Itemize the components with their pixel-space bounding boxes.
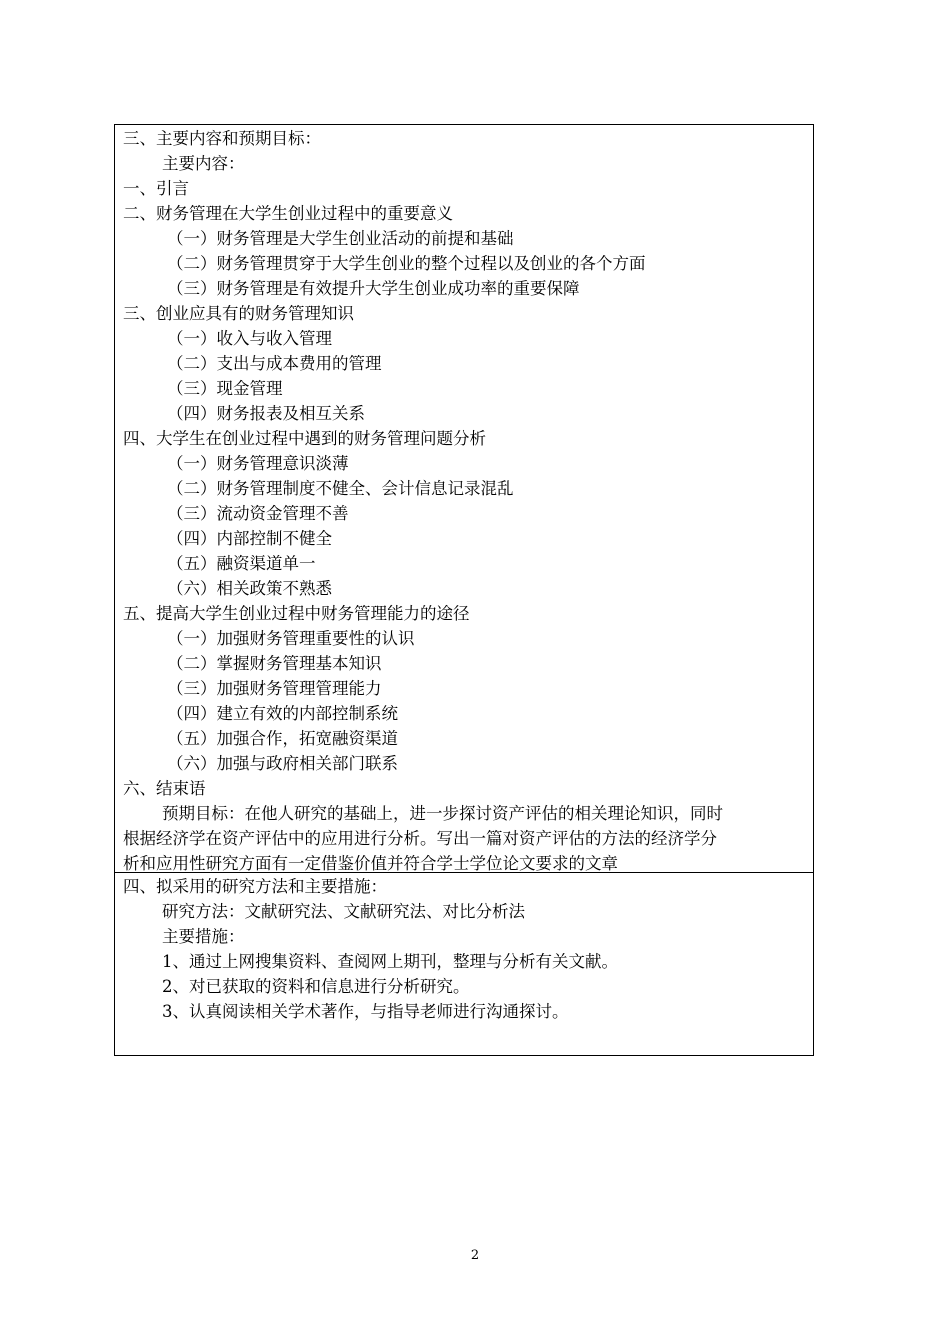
outline-line: 根据经济学在资产评估中的应用进行分析。写出一篇对资产评估的方法的经济学分 — [123, 829, 717, 848]
main-content-cell — [114, 124, 814, 873]
outline-line: （二）财务管理制度不健全、会计信息记录混乱 — [167, 479, 514, 498]
outline-line: （三）财务管理是有效提升大学生创业成功率的重要保障 — [167, 279, 580, 298]
outline-line: 四、大学生在创业过程中遇到的财务管理问题分析 — [123, 429, 486, 448]
outline-line: 1、通过上网搜集资料、查阅网上期刊，整理与分析有关文献。 — [162, 952, 618, 971]
outline-line: （四）建立有效的内部控制系统 — [167, 704, 398, 723]
outline-line: （三）加强财务管理管理能力 — [167, 679, 382, 698]
outline-line: （四）内部控制不健全 — [167, 529, 332, 548]
outline-line: （五）融资渠道单一 — [167, 554, 316, 573]
outline-line: （一）财务管理意识淡薄 — [167, 454, 349, 473]
outline-line: 六、结束语 — [123, 779, 206, 798]
outline-line: 三、创业应具有的财务管理知识 — [123, 304, 354, 323]
outline-line: 2、对已获取的资料和信息进行分析研究。 — [162, 977, 470, 996]
outline-line: （六）相关政策不熟悉 — [167, 579, 332, 598]
outline-line: （三）现金管理 — [167, 379, 283, 398]
outline-line: （一）加强财务管理重要性的认识 — [167, 629, 415, 648]
outline-line: （四）财务报表及相互关系 — [167, 404, 365, 423]
outline-line: 一、引言 — [123, 179, 189, 198]
outline-line: 主要措施： — [162, 927, 245, 946]
page-number: 2 — [470, 1248, 480, 1263]
section3-heading: 三、主要内容和预期目标： — [123, 129, 321, 148]
outline-line: （三）流动资金管理不善 — [167, 504, 349, 523]
outline-line: 预期目标：在他人研究的基础上，进一步探讨资产评估的相关理论知识，同时 — [162, 804, 723, 823]
outline-line: 二、财务管理在大学生创业过程中的重要意义 — [123, 204, 453, 223]
content-label: 主要内容： — [162, 154, 245, 173]
outline-line: （二）财务管理贯穿于大学生创业的整个过程以及创业的各个方面 — [167, 254, 646, 273]
methods-cell — [114, 872, 814, 1056]
outline-line: 析和应用性研究方面有一定借鉴价值并符合学士学位论文要求的文章 — [123, 854, 618, 873]
outline-line: 五、提高大学生创业过程中财务管理能力的途径 — [123, 604, 470, 623]
outline-line: （二）支出与成本费用的管理 — [167, 354, 382, 373]
section4-heading: 四、拟采用的研究方法和主要措施： — [123, 877, 387, 896]
outline-line: （二）掌握财务管理基本知识 — [167, 654, 382, 673]
outline-line: 研究方法：文献研究法、文献研究法、对比分析法 — [162, 902, 525, 921]
outline-line: （六）加强与政府相关部门联系 — [167, 754, 398, 773]
outline-line: （五）加强合作，拓宽融资渠道 — [167, 729, 398, 748]
outline-line: 3、认真阅读相关学术著作，与指导老师进行沟通探讨。 — [162, 1002, 569, 1021]
outline-line: （一）收入与收入管理 — [167, 329, 332, 348]
outline-line: （一）财务管理是大学生创业活动的前提和基础 — [167, 229, 514, 248]
